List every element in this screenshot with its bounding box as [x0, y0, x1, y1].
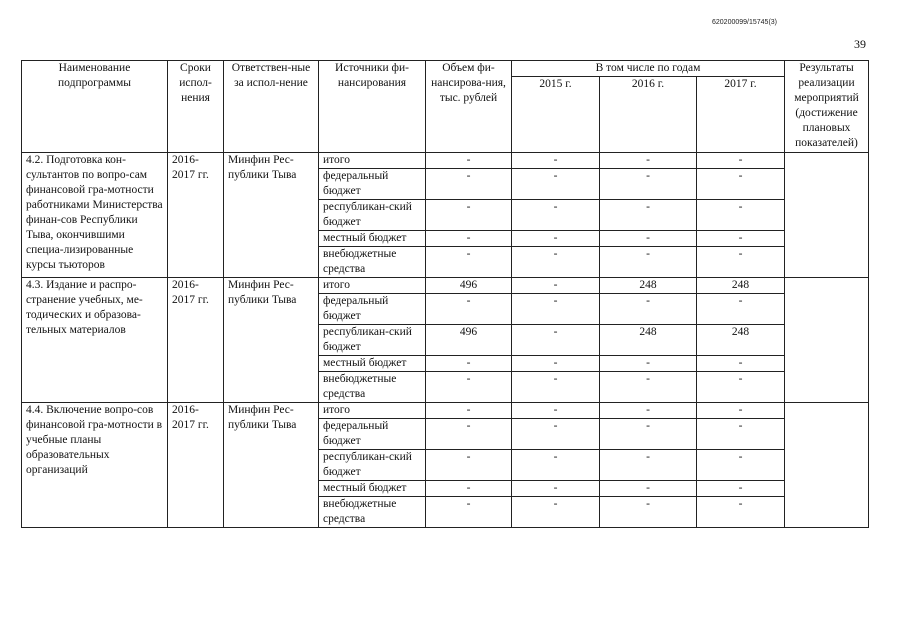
cell-volume: -	[426, 403, 512, 419]
cell-y2016: -	[600, 294, 697, 325]
cell-volume: -	[426, 200, 512, 231]
cell-y2016: -	[600, 153, 697, 169]
cell-y2016: -	[600, 481, 697, 497]
responsible-party: Минфин Рес-публики Тыва	[224, 403, 319, 528]
header-responsible: Ответствен-ные за испол-нение	[224, 61, 319, 153]
cell-y2015: -	[512, 356, 600, 372]
cell-y2017: -	[697, 247, 785, 278]
header-results: Результаты реализации мероприятий (достижение плановых показателей)	[785, 61, 869, 153]
finance-table	[21, 60, 869, 528]
cell-y2015: -	[512, 278, 600, 294]
cell-y2015: -	[512, 497, 600, 528]
cell-volume: 496	[426, 325, 512, 356]
funding-source: внебюджетные средства	[319, 247, 426, 278]
header-2015: 2015 г.	[512, 77, 600, 153]
cell-y2017: -	[697, 200, 785, 231]
table-body	[22, 153, 869, 528]
cell-volume: -	[426, 419, 512, 450]
cell-y2015: -	[512, 231, 600, 247]
cell-volume: -	[426, 231, 512, 247]
cell-volume: -	[426, 481, 512, 497]
header-2017: 2017 г.	[697, 77, 785, 153]
cell-y2015: -	[512, 372, 600, 403]
funding-source: местный бюджет	[319, 231, 426, 247]
cell-y2017: 248	[697, 325, 785, 356]
table-row	[22, 403, 869, 419]
cell-y2016: -	[600, 497, 697, 528]
cell-y2016: -	[600, 419, 697, 450]
subprogram-name: 4.4. Включение вопро-сов финансовой гра-мотности в учебные планы образовательных организаций	[22, 403, 168, 528]
cell-y2015: -	[512, 481, 600, 497]
funding-source: итого	[319, 153, 426, 169]
header-volume: Объем фи-нансирова-ния, тыс. рублей	[426, 61, 512, 153]
header-2016: 2016 г.	[600, 77, 697, 153]
funding-source: федеральный бюджет	[319, 419, 426, 450]
cell-y2016: -	[600, 200, 697, 231]
cell-y2015: -	[512, 153, 600, 169]
cell-y2016: 248	[600, 278, 697, 294]
cell-y2017: -	[697, 356, 785, 372]
cell-y2016: -	[600, 169, 697, 200]
cell-volume: -	[426, 294, 512, 325]
cell-y2017: -	[697, 450, 785, 481]
cell-y2015: -	[512, 200, 600, 231]
cell-y2017: -	[697, 481, 785, 497]
results-cell	[785, 403, 869, 528]
cell-volume: 496	[426, 278, 512, 294]
cell-volume: -	[426, 247, 512, 278]
cell-y2015: -	[512, 325, 600, 356]
header-name: Наименование подпрограммы	[22, 61, 168, 153]
cell-y2016: -	[600, 356, 697, 372]
cell-y2016: -	[600, 231, 697, 247]
cell-volume: -	[426, 169, 512, 200]
results-cell	[785, 278, 869, 403]
header-sources: Источники фи-нансирования	[319, 61, 426, 153]
header-terms: Сроки испол-нения	[168, 61, 224, 153]
cell-y2017: -	[697, 294, 785, 325]
funding-source: федеральный бюджет	[319, 294, 426, 325]
cell-y2015: -	[512, 450, 600, 481]
cell-y2015: -	[512, 419, 600, 450]
cell-y2017: -	[697, 497, 785, 528]
cell-y2017: -	[697, 153, 785, 169]
cell-y2016: -	[600, 403, 697, 419]
execution-terms: 2016-2017 гг.	[168, 153, 224, 278]
cell-y2017: -	[697, 169, 785, 200]
cell-y2017: -	[697, 403, 785, 419]
page-number: 39	[854, 37, 866, 51]
cell-volume: -	[426, 153, 512, 169]
document-id: 620200099/15745(3)	[712, 19, 778, 26]
cell-volume: -	[426, 497, 512, 528]
funding-source: республикан-ский бюджет	[319, 325, 426, 356]
funding-source: итого	[319, 403, 426, 419]
funding-source: федеральный бюджет	[319, 169, 426, 200]
cell-y2016: -	[600, 450, 697, 481]
cell-y2017: -	[697, 231, 785, 247]
cell-y2017: -	[697, 419, 785, 450]
responsible-party: Минфин Рес-публики Тыва	[224, 278, 319, 403]
funding-source: местный бюджет	[319, 481, 426, 497]
cell-y2015: -	[512, 294, 600, 325]
cell-y2015: -	[512, 169, 600, 200]
table-row	[22, 278, 869, 294]
funding-source: республикан-ский бюджет	[319, 450, 426, 481]
funding-source: итого	[319, 278, 426, 294]
cell-volume: -	[426, 450, 512, 481]
subprogram-name: 4.2. Подготовка кон-сультантов по вопро-сам финансовой гра-мотности работниками Министерства финан-сов Республики Тыва, окончившими специа-лизированные курсы тьюторов	[22, 153, 168, 278]
cell-y2016: 248	[600, 325, 697, 356]
cell-y2016: -	[600, 372, 697, 403]
cell-y2017: -	[697, 372, 785, 403]
cell-volume: -	[426, 372, 512, 403]
cell-y2017: 248	[697, 278, 785, 294]
subprogram-name: 4.3. Издание и распро-странение учебных, ме-тодических и образова-тельных материалов	[22, 278, 168, 403]
execution-terms: 2016-2017 гг.	[168, 403, 224, 528]
cell-y2015: -	[512, 403, 600, 419]
execution-terms: 2016-2017 гг.	[168, 278, 224, 403]
header-by-years: В том числе по годам	[512, 61, 785, 77]
responsible-party: Минфин Рес-публики Тыва	[224, 153, 319, 278]
cell-volume: -	[426, 356, 512, 372]
funding-source: местный бюджет	[319, 356, 426, 372]
table-row	[22, 153, 869, 169]
funding-source: внебюджетные средства	[319, 372, 426, 403]
results-cell	[785, 153, 869, 278]
funding-source: республикан-ский бюджет	[319, 200, 426, 231]
cell-y2015: -	[512, 247, 600, 278]
funding-source: внебюджетные средства	[319, 497, 426, 528]
cell-y2016: -	[600, 247, 697, 278]
